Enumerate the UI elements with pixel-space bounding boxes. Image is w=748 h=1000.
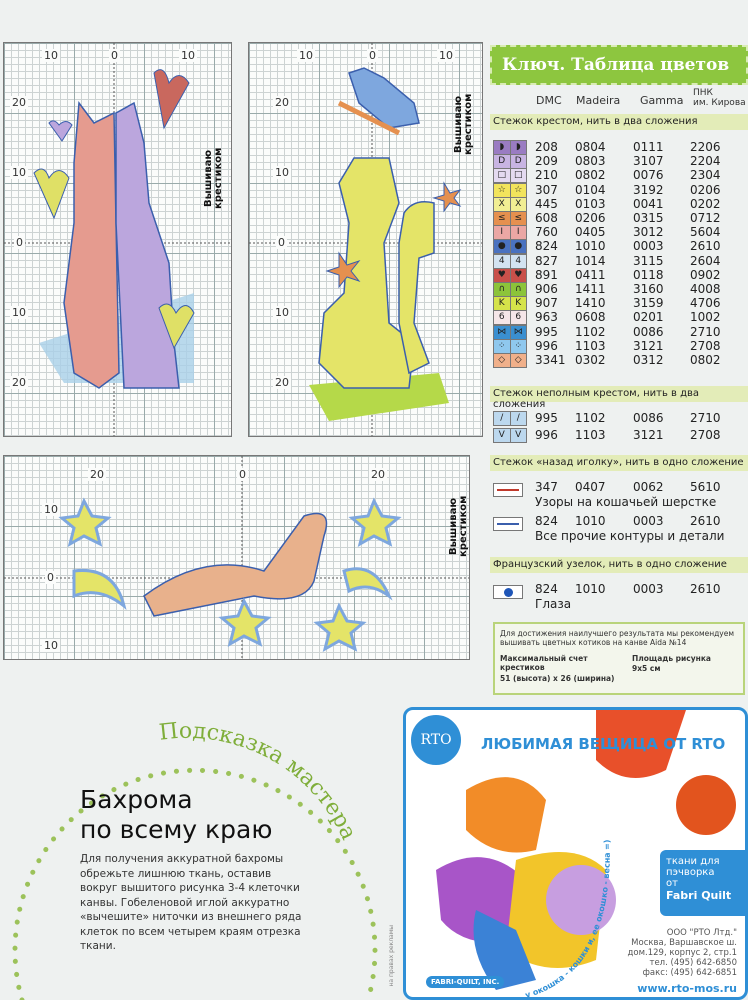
pnk-code: 2204	[690, 154, 721, 169]
stitch-symbol: K	[511, 297, 527, 310]
gamma-code: 3160	[633, 282, 664, 296]
website-link[interactable]: www.rto-mos.ru	[637, 982, 737, 995]
madeira-code: 1010	[575, 239, 606, 254]
key-title: Ключ. Таблица цветов	[490, 45, 748, 85]
madeira-code: 0104	[575, 182, 606, 197]
key-row	[490, 296, 748, 311]
pnk-code: 4008	[690, 282, 721, 296]
stitch-symbol: ⁘	[494, 340, 511, 353]
stitch-symbol: /	[511, 412, 527, 425]
ad-disclaimer: на правах рекламы	[388, 925, 395, 987]
pnk-code: 2304	[690, 168, 721, 183]
gamma-code: 0086	[633, 324, 664, 339]
gamma-code: 0118	[633, 267, 664, 282]
pnk-code: 0202	[690, 196, 721, 211]
gamma-code: 0062	[633, 480, 664, 494]
axis-top-label: 10	[44, 49, 58, 62]
symbol-swatch	[493, 239, 527, 254]
column-header-pnk: ПНК	[693, 88, 713, 98]
axis-left-label: 20	[12, 96, 26, 109]
stitch-symbol: K	[494, 297, 511, 310]
stitch-symbol: 4	[494, 255, 511, 268]
tip-title-line1: Бахрома	[80, 785, 193, 814]
dmc-code: 760	[535, 225, 558, 240]
company-contacts	[628, 928, 737, 978]
stitch-count-value: 51 (высота) х 26 (ширина)	[500, 674, 615, 683]
backstitch-swatch	[493, 517, 523, 531]
cross-stitch-chart-cat-stars	[3, 455, 470, 660]
stitch-symbol: D	[494, 155, 511, 168]
fabri-quilt-badge: FABRI-QUILT, INC.	[426, 976, 504, 988]
stitch-symbol: /	[494, 412, 511, 425]
row-description: Глаза	[535, 597, 572, 611]
gamma-code: 0076	[633, 168, 664, 183]
symbol-swatch	[493, 428, 527, 443]
madeira-code: 0608	[575, 310, 606, 325]
madeira-code: 0411	[575, 267, 606, 282]
axis-top-label: 20	[90, 468, 104, 481]
axis-left-label: 10	[12, 166, 26, 179]
axis-left-label: 10	[275, 166, 289, 179]
madeira-code: 1411	[575, 282, 606, 296]
symbol-swatch	[493, 168, 527, 183]
stitch-symbol: ◗	[494, 141, 511, 154]
promo-line: ткани для	[666, 856, 720, 867]
stitch-symbol: ∩	[511, 283, 527, 296]
gamma-code: 0312	[633, 353, 664, 367]
dmc-code: 347	[535, 480, 558, 494]
row-description: Все прочие контуры и детали	[535, 529, 725, 543]
stitch-symbol: I	[511, 226, 527, 239]
stitch-symbol: X	[494, 198, 511, 211]
backstitch-swatch	[493, 483, 523, 497]
stitch-symbol: ♥	[511, 269, 527, 282]
axis-left-label: 10	[44, 503, 58, 516]
tip-title-line2: по всему краю	[80, 815, 273, 844]
dmc-code: 996	[535, 338, 558, 353]
french-knot-swatch	[493, 585, 523, 599]
pnk-code: 4706	[690, 296, 721, 311]
madeira-code: 1410	[575, 296, 606, 311]
madeira-code: 1102	[575, 324, 606, 339]
key-row	[490, 197, 748, 212]
address-line: дом.129, корпус 2, стр.1	[627, 948, 737, 958]
madeira-code: 1102	[575, 411, 606, 425]
symbol-swatch	[493, 197, 527, 212]
dmc-code: 210	[535, 168, 558, 183]
axis-left-label: 0	[47, 571, 54, 584]
dmc-code: 824	[535, 239, 558, 254]
pnk-code: 2604	[690, 253, 721, 268]
symbol-swatch	[493, 225, 527, 240]
key-row	[490, 225, 748, 240]
column-header-gamma: Gamma	[640, 94, 684, 107]
madeira-code: 0803	[575, 154, 606, 169]
pnk-code: 1002	[690, 310, 721, 325]
promo-brand: Fabri Quilt	[666, 889, 732, 902]
section-french-knot: Французский узелок, нить в одно сложение	[490, 557, 748, 573]
dmc-code: 906	[535, 282, 558, 296]
stitch-symbol: □	[494, 169, 511, 182]
dmc-code: 307	[535, 182, 558, 197]
gamma-code: 3107	[633, 154, 664, 169]
gamma-code: 0315	[633, 211, 664, 225]
gamma-code: 3121	[633, 338, 664, 353]
rto-logo: RTO	[408, 712, 464, 768]
symbol-swatch	[493, 211, 527, 226]
pnk-code: 2610	[690, 239, 721, 254]
axis-left-label: 10	[44, 639, 58, 652]
axis-top-label: 10	[181, 49, 195, 62]
madeira-code: 1103	[575, 338, 606, 353]
dmc-code: 963	[535, 310, 558, 325]
axis-left-label: 0	[278, 236, 285, 249]
stitch-symbol: ☆	[494, 184, 511, 197]
column-header-dmc: DMC	[536, 94, 562, 107]
stitch-symbol: ♥	[494, 269, 511, 282]
key-row	[490, 168, 748, 183]
key-row	[490, 514, 748, 543]
axis-left-label: 10	[275, 306, 289, 319]
key-row	[490, 211, 748, 226]
pnk-code: 2708	[690, 338, 721, 353]
chart-side-label: Вышиваю крестиком	[448, 495, 469, 557]
axis-top-label: 20	[371, 468, 385, 481]
axis-top-label: 0	[111, 49, 118, 62]
dmc-code: 3341	[535, 353, 566, 367]
company-name: ООО "РТО Лтд."	[666, 928, 737, 938]
symbol-swatch	[493, 411, 527, 426]
axis-left-label: 20	[275, 96, 289, 109]
key-row	[490, 353, 748, 368]
symbol-swatch	[493, 254, 527, 269]
rto-advertisement[interactable]	[403, 707, 748, 1000]
symbol-swatch	[493, 268, 527, 283]
madeira-code: 0206	[575, 211, 606, 225]
stitch-symbol: I	[494, 226, 511, 239]
stitch-count-label: Максимальный счет крестиков	[500, 654, 588, 672]
pnk-code: 0206	[690, 182, 721, 197]
stitch-symbol: ⁘	[511, 340, 527, 353]
stitch-symbol: ●	[511, 240, 527, 253]
gamma-code: 3115	[633, 253, 664, 268]
chart-side-label: Вышиваю крестиком	[453, 93, 474, 155]
row-description: Узоры на кошачьей шерстке	[535, 495, 717, 509]
phone: тел. (495) 642-6850	[649, 958, 737, 968]
stitch-symbol: V	[494, 429, 511, 442]
axis-left-label: 0	[16, 236, 23, 249]
gamma-code: 3121	[633, 428, 664, 442]
madeira-code: 1010	[575, 514, 606, 528]
key-row	[490, 325, 748, 340]
ad-headline: ЛЮБИМАЯ ВЕЩИЦА ОТ RTO	[481, 735, 726, 753]
area-value: 9х5 см	[632, 664, 661, 673]
pnk-code: 0712	[690, 211, 721, 225]
key-row	[490, 239, 748, 254]
curved-slogan: у окошка - кошки и, ее окошко - весна =)	[524, 839, 612, 1000]
section-backstitch: Стежок «назад иголку», нить в одно сложение	[490, 455, 748, 471]
pnk-code: 2206	[690, 140, 721, 154]
stitch-symbol: 4	[511, 255, 527, 268]
key-row	[490, 154, 748, 169]
tip-body: Для получения аккуратной бахромы обрежьте лишнюю ткань, оставив вокруг вышитого рисунка 3-4 клеточки канвы. Гобеленовой иглой аккуратно «вычешите» ниточки из внешнего ряда клеток по всем четырем краям отрезка ткани.	[80, 853, 302, 952]
dmc-code: 995	[535, 324, 558, 339]
stitch-symbol: ●	[494, 240, 511, 253]
key-row	[490, 428, 748, 443]
cat-stars-pattern	[4, 456, 470, 660]
symbol-swatch	[493, 296, 527, 311]
axis-top-label: 0	[369, 49, 376, 62]
dmc-code: 995	[535, 411, 558, 425]
symbol-swatch	[493, 282, 527, 297]
madeira-code: 1014	[575, 253, 606, 268]
stitch-symbol: 6	[494, 311, 511, 324]
stitch-symbol: ⋈	[494, 326, 511, 339]
tip-arc-title: Подсказка мастера	[157, 718, 362, 844]
axis-left-label: 10	[12, 306, 26, 319]
gamma-code: 3192	[633, 182, 664, 197]
madeira-code: 1010	[575, 582, 606, 596]
dmc-code: 824	[535, 582, 558, 596]
axis-top-label: 0	[239, 468, 246, 481]
pnk-code: 2708	[690, 428, 721, 442]
key-row	[490, 254, 748, 269]
stitch-symbol: X	[511, 198, 527, 211]
gamma-code: 0201	[633, 310, 664, 325]
axis-top-label: 10	[299, 49, 313, 62]
dmc-code: 445	[535, 196, 558, 211]
madeira-code: 1103	[575, 428, 606, 442]
stitch-symbol: D	[511, 155, 527, 168]
stitch-symbol: ⋈	[511, 326, 527, 339]
key-row	[490, 183, 748, 198]
axis-top-label: 10	[439, 49, 453, 62]
recommendation-text: Для достижения наилучшего результата мы рекомендуем вышивать цветных котиков на канве Aida №14	[500, 629, 735, 647]
gamma-code: 0041	[633, 196, 664, 211]
stitch-symbol: ☆	[511, 184, 527, 197]
dmc-code: 891	[535, 267, 558, 282]
column-header-pnk-sub: им. Кирова	[693, 98, 746, 108]
madeira-code: 0103	[575, 196, 606, 211]
gamma-code: 0003	[633, 514, 664, 528]
cats-couple-pattern	[4, 43, 232, 437]
dmc-code: 208	[535, 140, 558, 154]
pnk-code: 0802	[690, 353, 721, 367]
key-row	[490, 140, 748, 155]
pnk-code: 2610	[690, 514, 721, 528]
symbol-swatch	[493, 183, 527, 198]
stitch-symbol: 6	[511, 311, 527, 324]
promo-box	[660, 850, 748, 916]
key-row	[490, 268, 748, 283]
gamma-code: 3012	[633, 225, 664, 240]
pnk-code: 5610	[690, 480, 721, 494]
symbol-swatch	[493, 325, 527, 340]
tip-title	[80, 785, 272, 845]
recommendation-box	[493, 622, 745, 695]
symbol-swatch	[493, 339, 527, 354]
column-header-madeira: Madeira	[576, 94, 621, 107]
gamma-code: 0086	[633, 411, 664, 425]
axis-left-label: 20	[12, 376, 26, 389]
key-row	[490, 339, 748, 354]
madeira-code: 0407	[575, 480, 606, 494]
gamma-code: 0003	[633, 582, 664, 596]
stitch-symbol: V	[511, 429, 527, 442]
dmc-code: 209	[535, 154, 558, 169]
stitch-symbol: ∩	[494, 283, 511, 296]
pnk-code: 5604	[690, 225, 721, 240]
madeira-code: 0804	[575, 140, 606, 154]
symbol-swatch	[493, 353, 527, 368]
pnk-code: 0902	[690, 267, 721, 282]
pnk-code: 2710	[690, 324, 721, 339]
madeira-code: 0302	[575, 353, 606, 367]
stitch-symbol: □	[511, 169, 527, 182]
fax: факс: (495) 642-6851	[642, 968, 737, 978]
tip-dotted-circle	[0, 700, 400, 1000]
dmc-code: 907	[535, 296, 558, 311]
section-cross-stitch: Стежок крестом, нить в два сложения	[490, 114, 748, 130]
stitch-symbol: ◗	[511, 141, 527, 154]
pnk-code: 2710	[690, 411, 721, 425]
gamma-code: 0111	[633, 140, 664, 154]
stitch-symbol: ◇	[494, 354, 511, 367]
gamma-code: 3159	[633, 296, 664, 311]
promo-line: от	[666, 878, 678, 889]
symbol-swatch	[493, 310, 527, 325]
symbol-swatch	[493, 140, 527, 155]
pnk-code: 2610	[690, 582, 721, 596]
promo-line: пэчворка	[666, 867, 715, 878]
address-line: Москва, Варшавское ш.	[631, 938, 737, 948]
madeira-code: 0802	[575, 168, 606, 183]
axis-left-label: 20	[275, 376, 289, 389]
chart-side-label: Вышиваю крестиком	[203, 147, 224, 209]
cross-stitch-chart-cat-butterfly	[248, 42, 483, 437]
madeira-code: 0405	[575, 225, 606, 240]
stitch-symbol: ≤	[511, 212, 527, 225]
area-label: Площадь рисунка	[632, 654, 711, 663]
symbol-swatch	[493, 154, 527, 169]
key-row	[490, 310, 748, 325]
stitch-symbol: ◇	[511, 354, 527, 367]
stitch-symbol: ≤	[494, 212, 511, 225]
key-row	[490, 582, 748, 611]
cross-stitch-chart-cats-couple	[3, 42, 232, 437]
dmc-code: 824	[535, 514, 558, 528]
dmc-code: 608	[535, 211, 558, 225]
gamma-code: 0003	[633, 239, 664, 254]
key-row	[490, 480, 748, 509]
section-half-cross: Стежок неполным крестом, нить в два сложения	[490, 386, 748, 402]
key-row	[490, 282, 748, 297]
key-row	[490, 411, 748, 426]
dmc-code: 827	[535, 253, 558, 268]
dmc-code: 996	[535, 428, 558, 442]
